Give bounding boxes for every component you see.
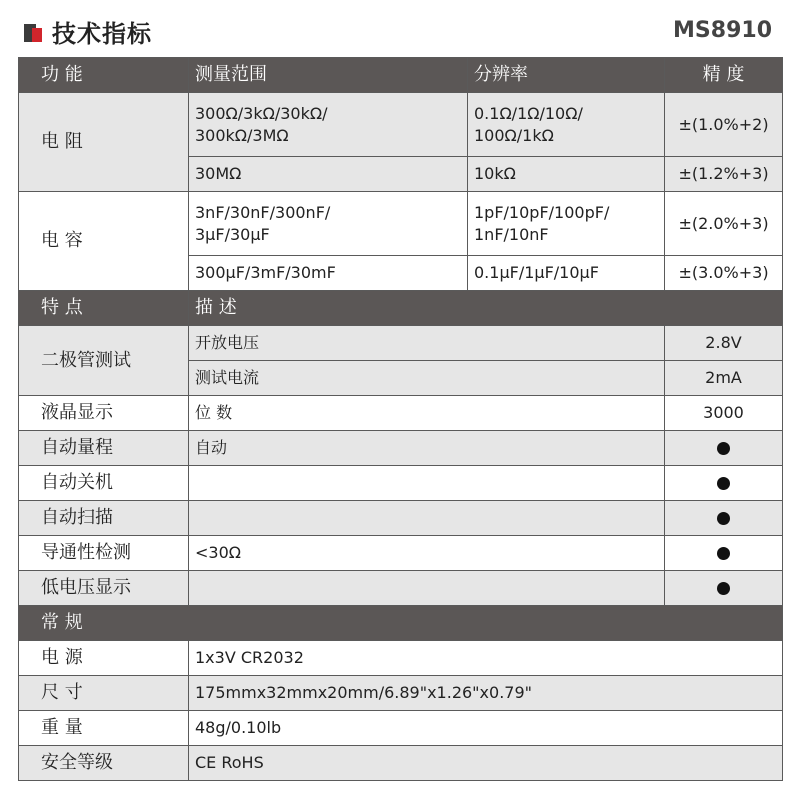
table-header-row [19,58,783,93]
resolution-cell: 10kΩ [468,157,665,192]
table-row [19,466,783,501]
size-label: 尺 寸 [19,676,189,711]
section-header-row [19,291,783,326]
desc-cell [189,466,665,501]
value-cell [665,571,783,606]
desc-cell [189,571,665,606]
value-cell: 2.8V [665,326,783,361]
value-cell: 48g/0.10lb [189,711,783,746]
brand-mark-icon [24,24,42,42]
table-row [19,746,783,781]
resolution-cell: 0.1μF/1μF/10μF [468,256,665,291]
value-cell: 1x3V CR2032 [189,641,783,676]
resolution-cell: 0.1Ω/1Ω/10Ω/ 100Ω/1kΩ [468,93,665,157]
supported-dot-icon [717,547,730,560]
power-label: 电 源 [19,641,189,676]
supported-dot-icon [717,442,730,455]
autorange-label: 自动量程 [19,431,189,466]
lcd-label: 液晶显示 [19,396,189,431]
accuracy-cell: ±(1.2%+3) [665,157,783,192]
desc-cell: 测试电流 [189,361,665,396]
supported-dot-icon [717,512,730,525]
section-header-row [19,606,783,641]
col-range: 测量范围 [189,58,468,93]
accuracy-cell: ±(2.0%+3) [665,192,783,256]
col-accuracy: 精 度 [665,58,783,93]
capacitance-label: 电 容 [19,192,189,291]
table-row [19,641,783,676]
table-row [19,431,783,466]
range-cell: 30MΩ [189,157,468,192]
value-cell: 2mA [665,361,783,396]
value-cell [665,536,783,571]
table-row [19,571,783,606]
table-row [19,536,783,571]
accuracy-cell: ±(3.0%+3) [665,256,783,291]
safety-label: 安全等级 [19,746,189,781]
diode-label: 二极管测试 [19,326,189,396]
value-cell [665,431,783,466]
weight-label: 重 量 [19,711,189,746]
table-row [19,396,783,431]
continuity-label: 导通性检测 [19,536,189,571]
spec-table [18,57,783,781]
value-cell: 175mmx32mmx20mm/6.89"x1.26"x0.79" [189,676,783,711]
supported-dot-icon [717,477,730,490]
table-row [19,501,783,536]
col-resolution: 分辨率 [468,58,665,93]
col-feature: 特 点 [19,291,189,326]
desc-cell: 自动 [189,431,665,466]
resolution-cell: 1pF/10pF/100pF/ 1nF/10nF [468,192,665,256]
range-cell: 3nF/30nF/300nF/ 3μF/30μF [189,192,468,256]
table-row [19,192,783,256]
autooff-label: 自动关机 [19,466,189,501]
desc-cell: 位 数 [189,396,665,431]
table-row [19,676,783,711]
page-header [0,0,800,54]
desc-cell: 开放电压 [189,326,665,361]
col-general: 常 规 [19,606,783,641]
value-cell: 3000 [665,396,783,431]
value-cell [665,501,783,536]
supported-dot-icon [717,582,730,595]
lowbatt-label: 低电压显示 [19,571,189,606]
model-number: MS8910 [673,18,772,43]
col-function: 功 能 [19,58,189,93]
table-row [19,711,783,746]
table-row [19,93,783,157]
value-cell [665,466,783,501]
col-description: 描 述 [189,291,783,326]
desc-cell [189,501,665,536]
desc-cell: <30Ω [189,536,665,571]
range-cell: 300Ω/3kΩ/30kΩ/ 300kΩ/3MΩ [189,93,468,157]
value-cell: CE RoHS [189,746,783,781]
page-title: 技术指标 [52,20,152,48]
table-row [19,326,783,361]
range-cell: 300μF/3mF/30mF [189,256,468,291]
accuracy-cell: ±(1.0%+2) [665,93,783,157]
autoscan-label: 自动扫描 [19,501,189,536]
resistance-label: 电 阻 [19,93,189,192]
